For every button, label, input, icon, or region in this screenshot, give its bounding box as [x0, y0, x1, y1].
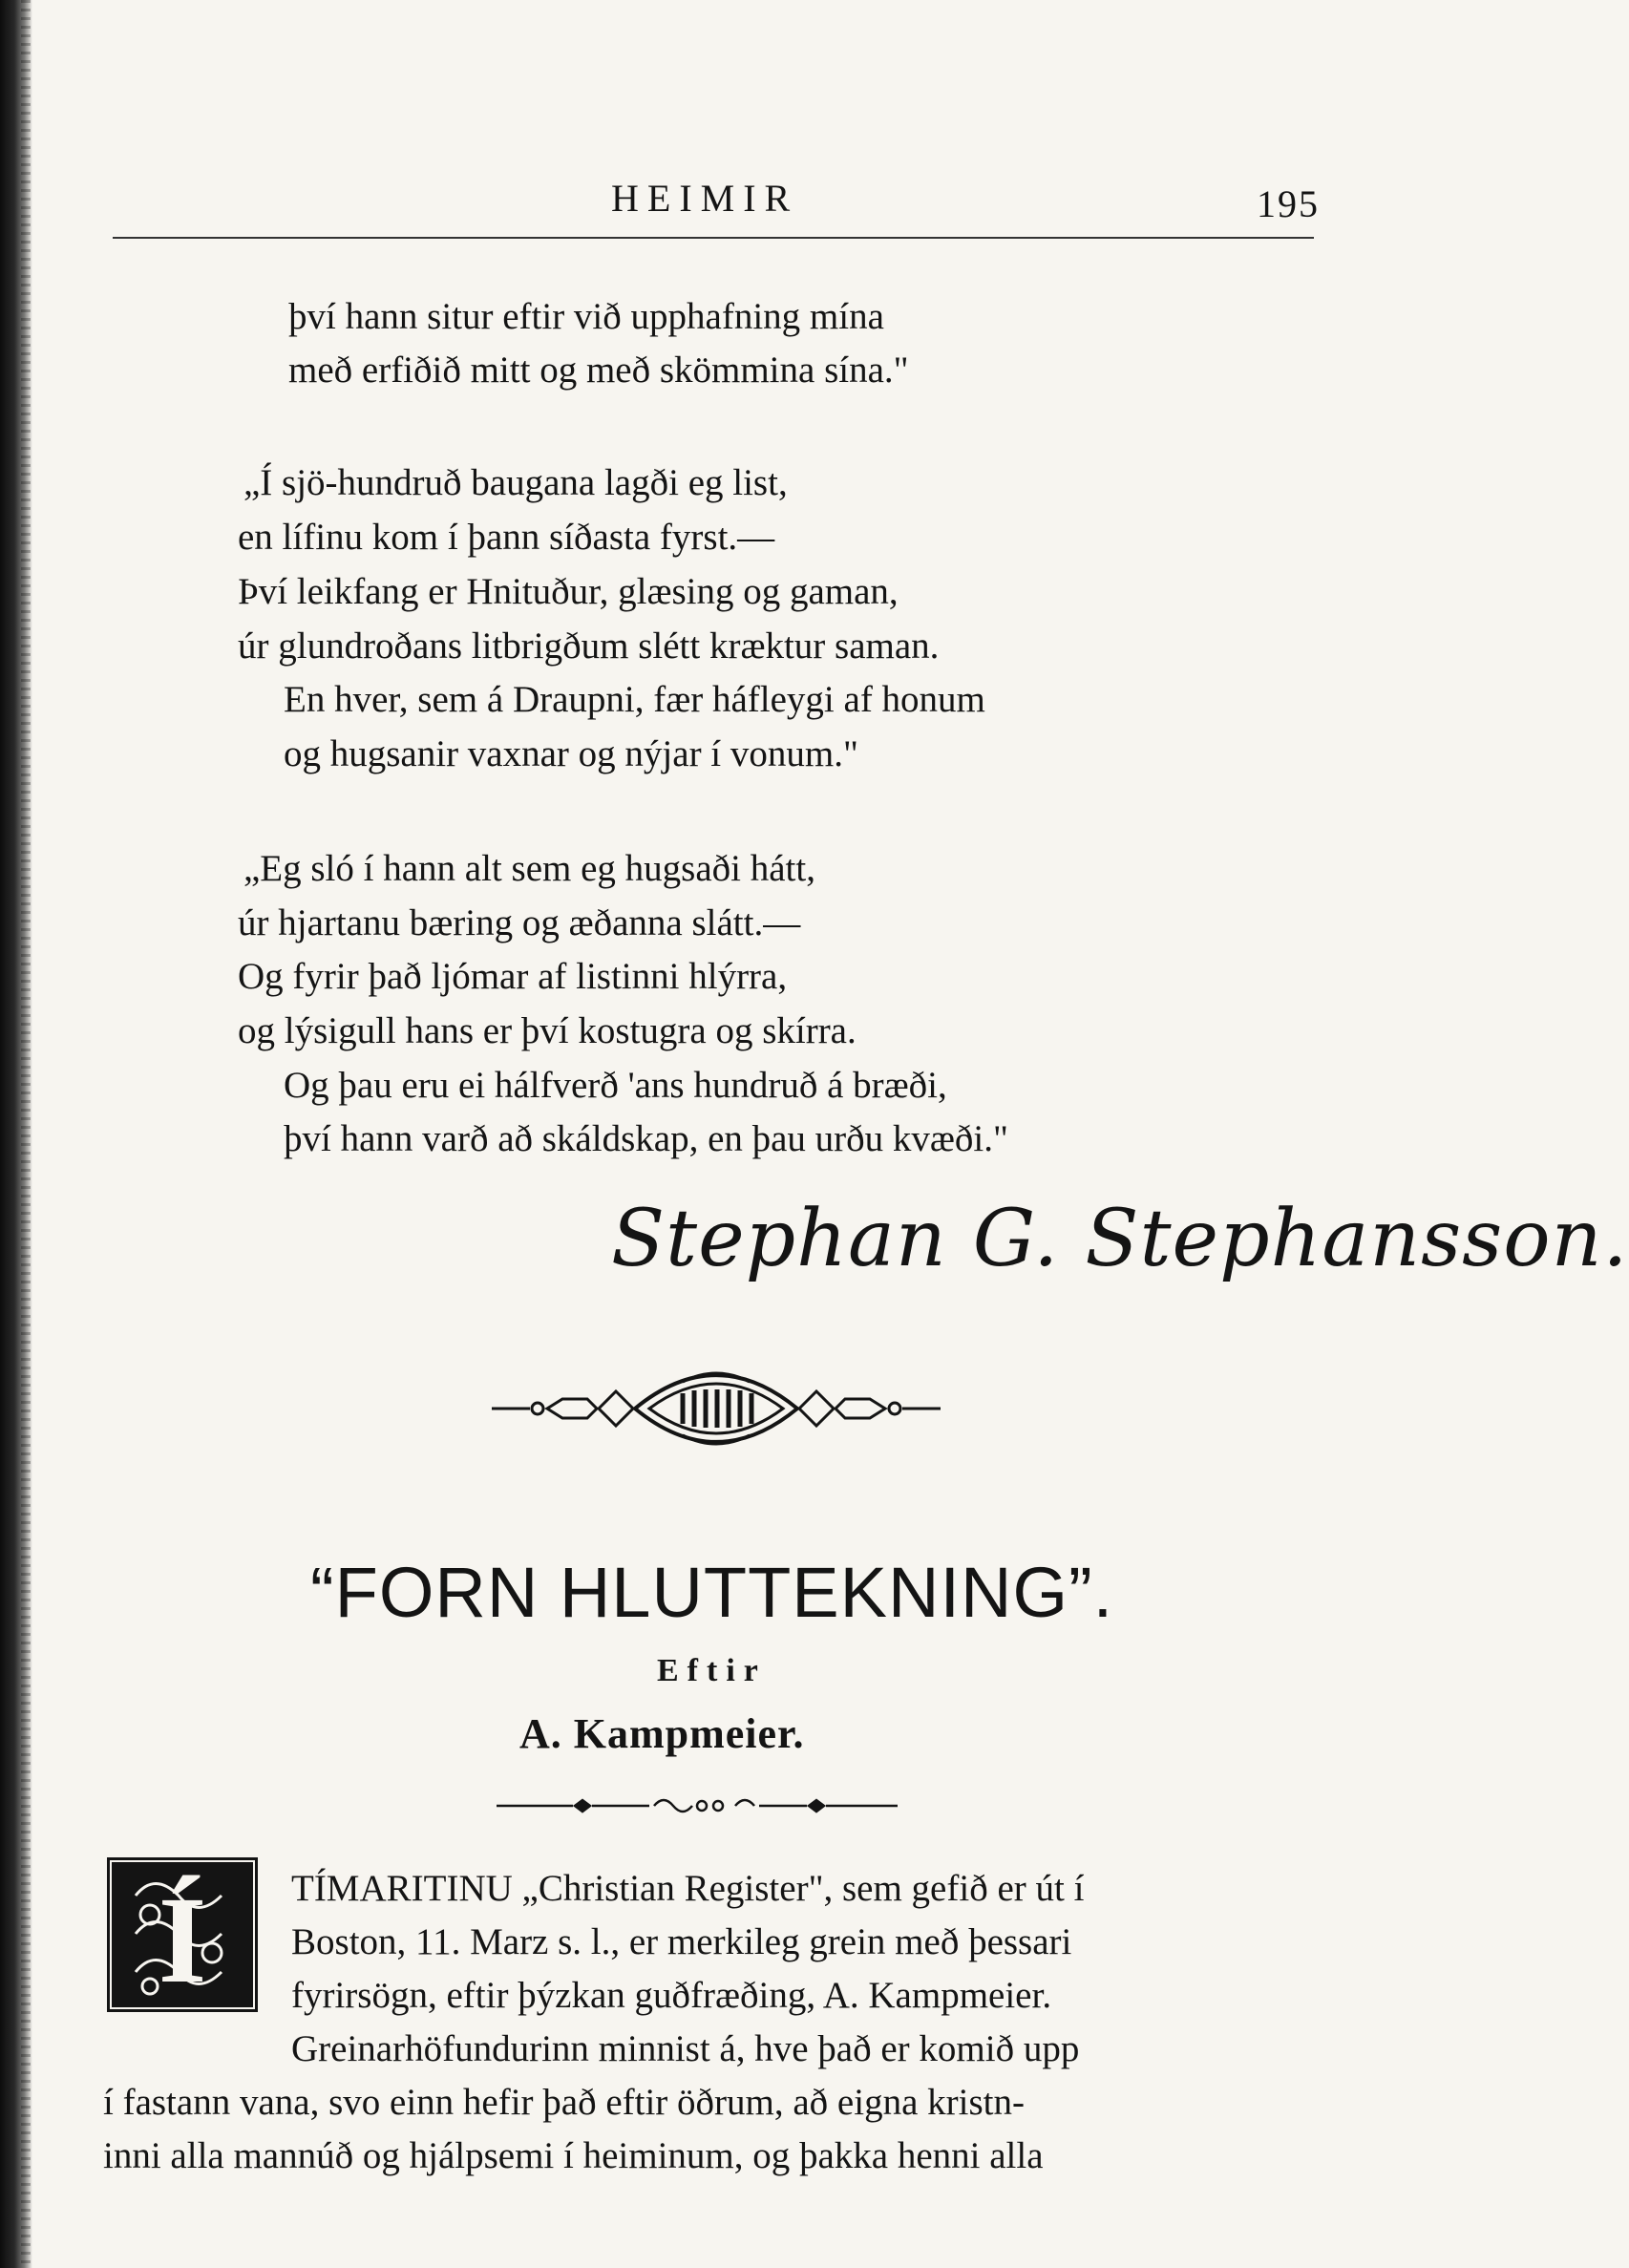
drop-cap	[107, 1857, 258, 2012]
article-title: “FORN HLUTTEKNING”.	[310, 1553, 1114, 1632]
article-line: Greinarhöfundurinn minnist á, hve það er komið upp	[291, 2028, 1080, 2069]
poem-line: En hver, sem á Draupni, fær háfleygi af honum	[284, 679, 985, 720]
poem-line: en lífinu kom í þann síðasta fyrst.—	[238, 517, 775, 558]
article-line: TÍMARITINU „Christian Register", sem gefið er út í	[291, 1868, 1085, 1909]
running-title: HEIMIR	[611, 177, 799, 220]
article-line: Boston, 11. Marz s. l., er merkileg grein með þessari	[291, 1921, 1072, 1962]
poem-line: úr glundroðans litbrigðum slétt kræktur saman.	[238, 625, 940, 667]
article-line: í fastann vana, svo einn hefir það eftir öðrum, að eigna kristn-	[103, 2082, 1025, 2123]
poem-line: því hann varð að skáldskap, en þau urðu kvæði."	[284, 1118, 1008, 1159]
poem-line: því hann situr eftir við upphafning mína	[288, 296, 884, 337]
poem-signature: Stephan G. Stephansson.	[611, 1194, 1629, 1284]
poem-line: og hugsanir vaxnar og nýjar í vonum."	[284, 733, 858, 774]
ornament-divider-icon	[492, 1361, 941, 1456]
article-line: inni alla mannúð og hjálpsemi í heiminum, og þakka henni alla	[103, 2135, 1044, 2176]
svg-text:Í: Í	[158, 1872, 207, 2009]
poem-line: Því leikfang er Hnituður, glæsing og gaman,	[238, 571, 899, 612]
poem-line: með erfiðið mitt og með skömmina sína."	[288, 350, 909, 391]
drop-cap-ornament-icon	[107, 1857, 258, 2012]
header-rule	[113, 237, 1314, 239]
page-number: 195	[1257, 182, 1320, 225]
byline-prefix: Eftir	[657, 1653, 767, 1688]
poem-line: úr hjartanu bæring og æðanna slátt.—	[238, 902, 801, 943]
poem-line: Og fyrir það ljómar af listinni hlýrra,	[238, 956, 788, 997]
article-author: A. Kampmeier.	[519, 1710, 805, 1757]
small-ornament-icon	[497, 1791, 898, 1820]
poem-line: „Í sjö-hundruð baugana lagði eg list,	[243, 462, 788, 503]
poem-line: og lýsigull hans er því kostugra og skírra.	[238, 1010, 857, 1051]
poem-line: Og þau eru ei hálfverð 'ans hundruð á bræði,	[284, 1065, 947, 1106]
article-line: fyrirsögn, eftir þýzkan guðfræðing, A. Kampmeier.	[291, 1975, 1052, 2016]
page-spine-texture	[21, 0, 31, 2268]
poem-line: „Eg sló í hann alt sem eg hugsaði hátt,	[243, 848, 815, 889]
